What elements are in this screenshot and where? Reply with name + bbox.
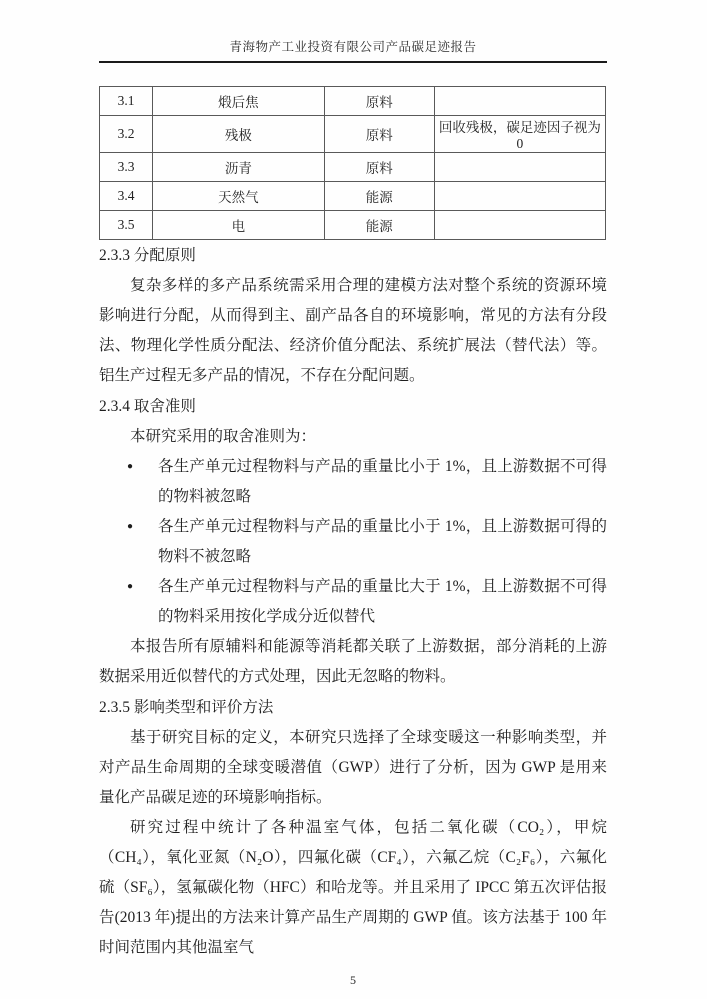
row-no: 3.4	[100, 182, 153, 211]
material-note	[434, 153, 605, 182]
material-name: 天然气	[153, 182, 325, 211]
bullet-icon: ●	[127, 461, 134, 472]
paragraph-ghg-list: 研究过程中统计了各种温室气体，包括二氧化碳（CO₂），甲烷（CH₄），氧化亚氮（N₂O），四氟化碳（CF₄），六氟乙烷（C₂F₆），六氟化硫（SF₆），氢氟碳化物（HFC）和哈龙等。并且采用了 IPCC 第五次评估报告(2013 年)提出的方法来计算产品生产周期的 GWP 值。该方法基于 100 年时间范围内其他温室气	[99, 819, 607, 956]
row-no: 3.3	[100, 153, 153, 182]
bullet-text: 各生产单元过程物料与产品的重量比大于 1%，且上游数据不可得的物料采用按化学成分近似替代	[158, 578, 607, 625]
row-no: 3.5	[100, 211, 153, 240]
header-rule	[99, 61, 607, 63]
document-body	[99, 241, 607, 963]
material-note	[434, 182, 605, 211]
table-row	[100, 87, 606, 116]
bullet-icon: ●	[127, 521, 134, 532]
paragraph-cutoff-closing: 本报告所有原辅料和能源等消耗都关联了上游数据，部分消耗的上游数据采用近似替代的方式处理，因此无忽略的物料。	[99, 638, 607, 685]
row-no: 3.2	[100, 116, 153, 153]
section-heading-234: 2.3.4 取舍准则	[99, 398, 196, 415]
material-name: 电	[153, 211, 325, 240]
bullet-list	[99, 452, 607, 632]
table-row	[100, 182, 606, 211]
table-row	[100, 116, 606, 153]
material-name: 煅后焦	[153, 87, 325, 116]
table-row	[100, 153, 606, 182]
table-row	[100, 211, 606, 240]
section-heading-233: 2.3.3 分配原则	[99, 247, 196, 264]
page-header-title: 青海物产工业投资有限公司产品碳足迹报告	[229, 40, 477, 54]
paragraph-allocation: 复杂多样的多产品系统需采用合理的建模方法对整个系统的资源环境影响进行分配，从而得到主、副产品各自的环境影响，常见的方法有分段法、物理化学性质分配法、经济价值分配法、系统扩展法（替代法）等。铝生产过程无多产品的情况，不存在分配问题。	[99, 277, 607, 384]
row-no: 3.1	[100, 87, 153, 116]
material-name: 沥青	[153, 153, 325, 182]
material-category: 能源	[324, 211, 434, 240]
paragraph-impact-type: 基于研究目标的定义，本研究只选择了全球变暖这一种影响类型，并对产品生命周期的全球变暖潜值（GWP）进行了分析，因为 GWP 是用来量化产品碳足迹的环境影响指标。	[99, 729, 607, 806]
material-note	[434, 87, 605, 116]
material-name: 残极	[153, 116, 325, 153]
page-content	[99, 0, 607, 995]
material-note	[434, 211, 605, 240]
bullet-text: 各生产单元过程物料与产品的重量比小于 1%，且上游数据不可得的物料被忽略	[158, 458, 607, 505]
material-category: 能源	[324, 182, 434, 211]
materials-table	[99, 86, 606, 240]
material-category: 原料	[324, 153, 434, 182]
bullet-text: 各生产单元过程物料与产品的重量比小于 1%，且上游数据可得的物料不被忽略	[158, 518, 607, 565]
section-heading-235: 2.3.5 影响类型和评价方法	[99, 699, 274, 716]
page-number: 5	[350, 973, 356, 987]
material-note: 回收残极，碳足迹因子视为0	[434, 116, 605, 153]
bullet-item	[99, 512, 607, 572]
cutoff-intro: 本研究采用的取舍准则为：	[130, 428, 317, 445]
bullet-icon: ●	[127, 581, 134, 592]
bullet-item	[99, 452, 607, 512]
material-category: 原料	[324, 116, 434, 153]
bullet-item	[99, 572, 607, 632]
material-category: 原料	[324, 87, 434, 116]
